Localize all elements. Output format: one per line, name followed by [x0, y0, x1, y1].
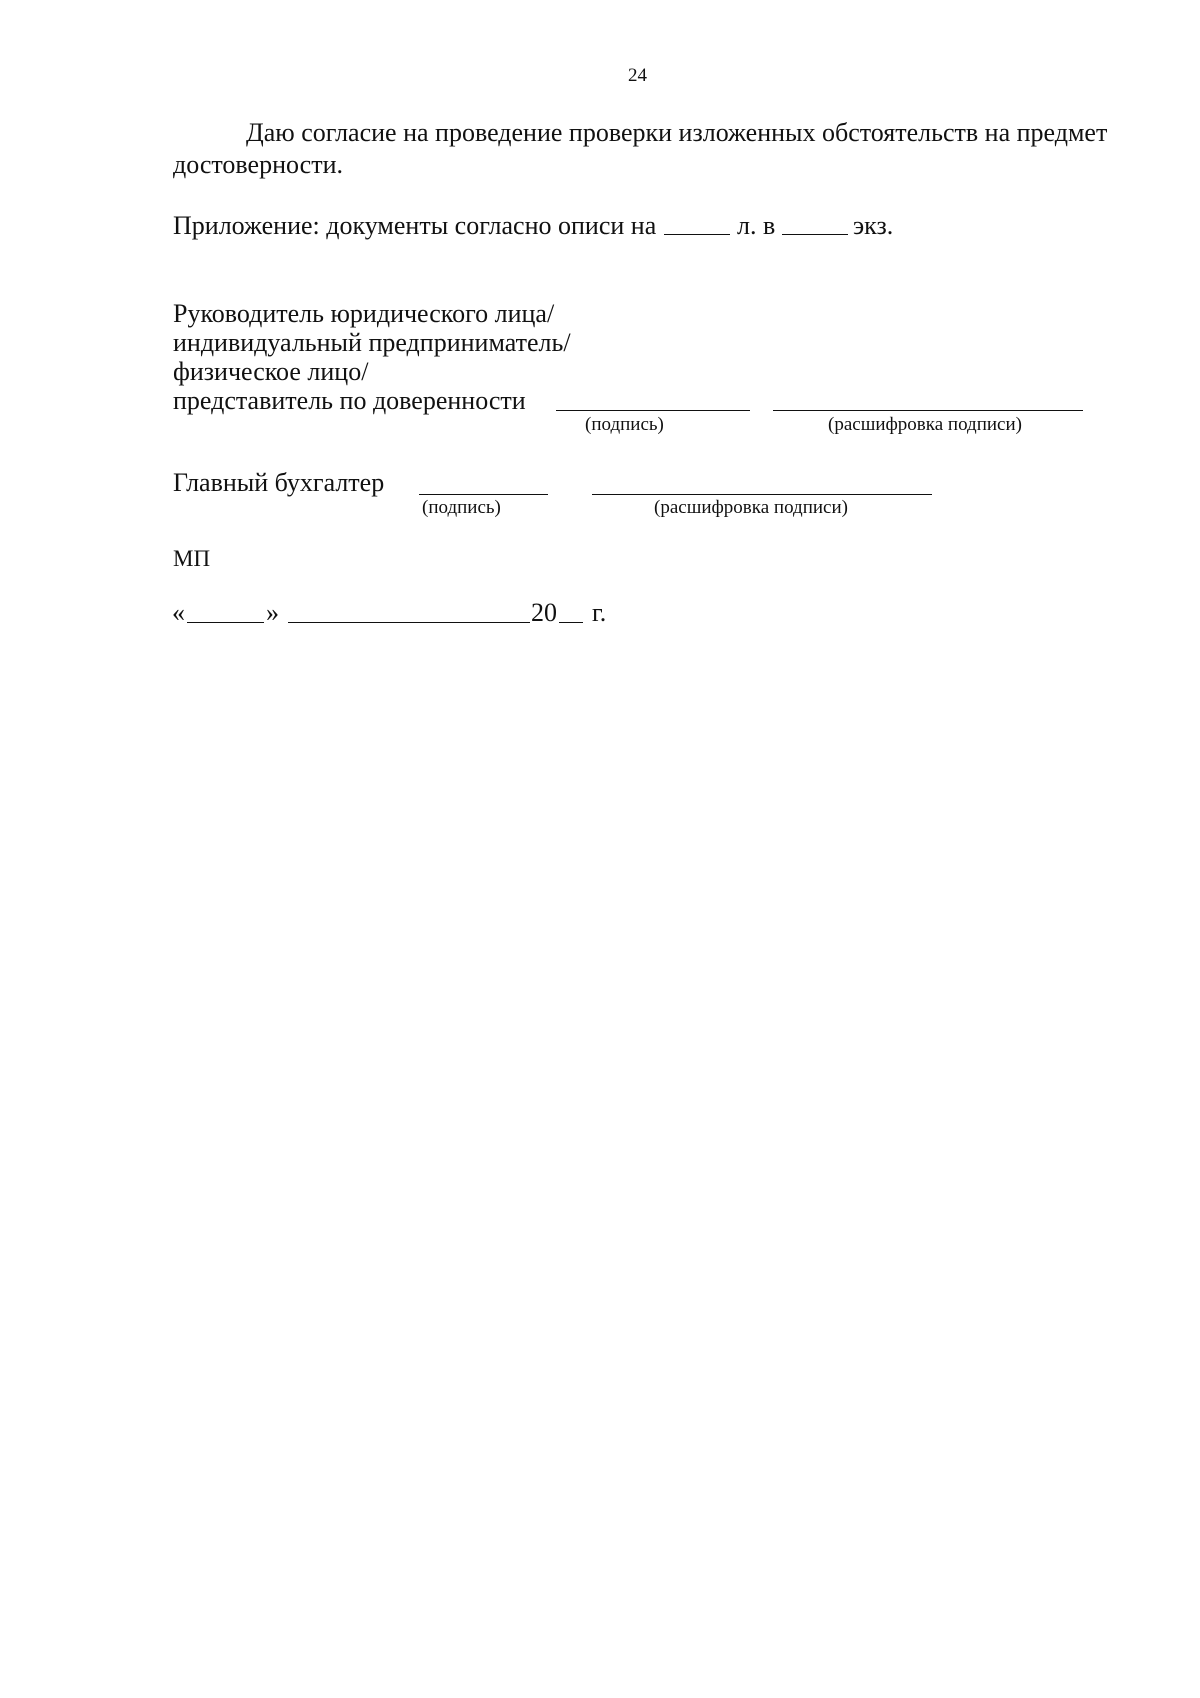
date-day-field[interactable]	[187, 622, 264, 623]
seal-mark: МП	[173, 546, 211, 571]
signatory-role-line-3: физическое лицо/	[173, 357, 369, 386]
consent-text-line-2: достоверности.	[173, 150, 343, 179]
date-open-quote: «	[172, 598, 185, 627]
date-close-quote: »	[266, 598, 279, 627]
signatory-signature-caption: (подпись)	[585, 414, 664, 435]
date-year-prefix: 20	[531, 598, 557, 627]
signatory-role-line-4: представитель по доверенности	[173, 386, 526, 415]
page-number: 24	[628, 65, 647, 86]
consent-text-line-1: Даю согласие на проведение проверки изложенных обстоятельств на предмет	[246, 118, 1108, 147]
signatory-name-field[interactable]	[773, 410, 1083, 411]
copies-count-field[interactable]	[782, 234, 848, 235]
attachment-label: Приложение: документы согласно описи на	[173, 211, 657, 240]
chief-accountant-name-field[interactable]	[592, 494, 932, 495]
date-year-field[interactable]	[559, 622, 583, 623]
sheets-unit-label: л. в	[737, 211, 776, 240]
date-year-suffix: г.	[592, 598, 607, 627]
signatory-decoding-caption: (расшифровка подписи)	[828, 414, 1022, 435]
chief-accountant-signature-field[interactable]	[419, 494, 548, 495]
signatory-role-line-1: Руководитель юридического лица/	[173, 299, 555, 328]
date-month-field[interactable]	[288, 622, 530, 623]
signatory-signature-field[interactable]	[556, 410, 750, 411]
chief-accountant-signature-caption: (подпись)	[422, 497, 501, 518]
chief-accountant-label: Главный бухгалтер	[173, 468, 385, 497]
chief-accountant-decoding-caption: (расшифровка подписи)	[654, 497, 848, 518]
copies-unit-label: экз.	[853, 211, 894, 240]
sheets-count-field[interactable]	[664, 234, 730, 235]
signatory-role-line-2: индивидуальный предприниматель/	[173, 328, 571, 357]
